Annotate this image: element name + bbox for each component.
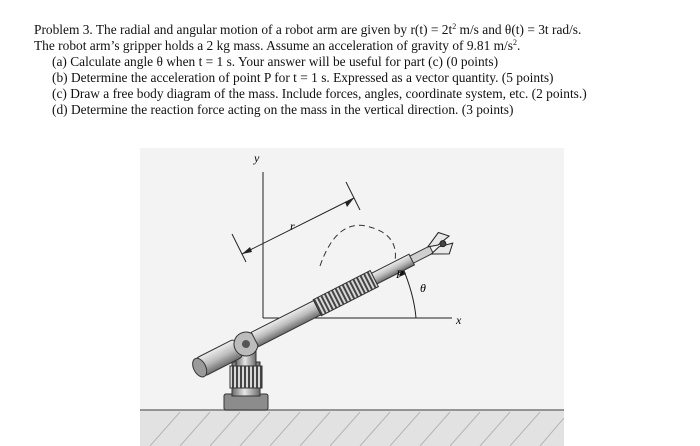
part-a: (a) Calculate angle θ when t = 1 s. Your answer will be useful for part (c) (0 points) [52, 54, 499, 69]
robot-arm-figure [140, 148, 564, 446]
superscript-2: 2 [512, 38, 517, 47]
ground [140, 410, 564, 446]
problem-line-1-text: Problem 3. The radial and angular motion of a robot arm are given by r(t) = 2t [34, 22, 453, 37]
theta-label: θ [420, 281, 426, 295]
problem-line-1 [34, 22, 674, 38]
problem-line-2 [34, 38, 674, 54]
r-label: r [290, 219, 295, 233]
problem-line-2-text: The robot arm’s gripper holds a 2 kg mass. Assume an acceleration of gravity of 9.81 m/s [34, 38, 513, 53]
part-d: (d) Determine the reaction force acting on the mass in the vertical direction. (3 points) [52, 102, 514, 117]
superscript-2: 2 [452, 22, 457, 31]
problem-line-1-end: m/s and θ(t) = 3t rad/s. [456, 22, 582, 37]
point-p-label: P [396, 267, 404, 281]
x-axis-label: x [456, 313, 462, 327]
y-axis-label: y [254, 151, 260, 165]
part-b: (b) Determine the acceleration of point P for t = 1 s. Expressed as a vector quantity. (5 points) [52, 70, 554, 85]
part-c: (c) Draw a free body diagram of the mass. Include forces, angles, coordinate system, etc. (2 points.) [52, 86, 587, 101]
robot-arm-diagram [140, 148, 564, 446]
problem-line-2-end: . [516, 38, 521, 53]
base-spring [230, 366, 262, 388]
problem-statement [34, 22, 674, 118]
